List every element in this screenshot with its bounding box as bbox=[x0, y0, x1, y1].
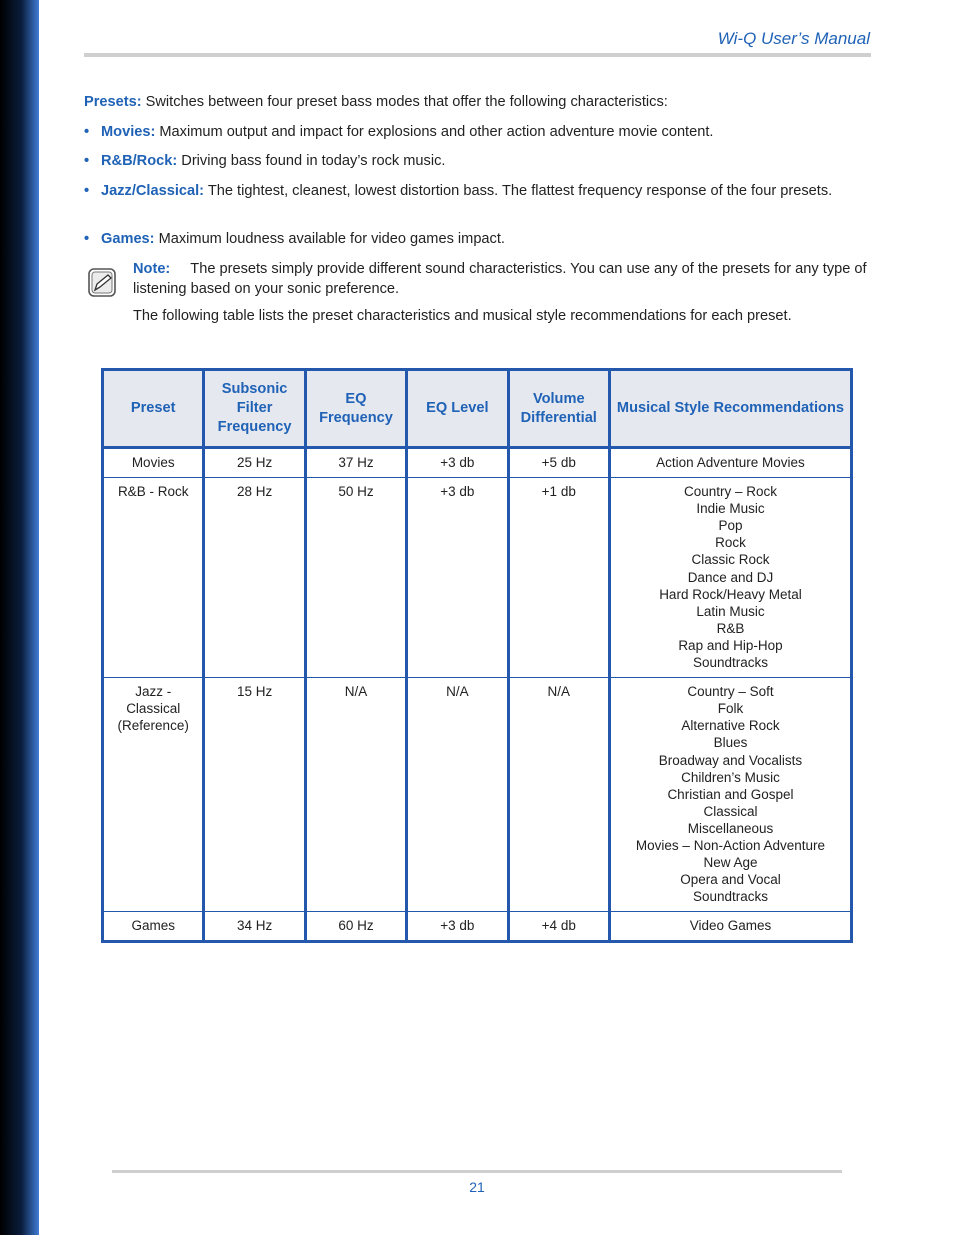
header-rule bbox=[84, 53, 871, 57]
cell-volume: N/A bbox=[508, 678, 609, 912]
table-row bbox=[103, 678, 852, 912]
style-item: Miscellaneous bbox=[687, 820, 774, 836]
cell-eq-frequency: 37 Hz bbox=[305, 448, 406, 478]
bullet-text: Maximum output and impact for explosions and other action adventure movie content. bbox=[155, 124, 714, 140]
note-followup: The following table lists the preset characteristics and musical style recommendations for each preset. bbox=[133, 308, 792, 324]
header-preset: Preset bbox=[103, 370, 204, 448]
style-item: Rap and Hip-Hop bbox=[678, 637, 783, 653]
cell-volume: +4 db bbox=[508, 912, 609, 942]
presets-intro-lead: Presets: bbox=[84, 94, 142, 110]
style-item: Children’s Music bbox=[681, 769, 780, 785]
cell-eq-frequency: N/A bbox=[305, 678, 406, 912]
style-item: Video Games bbox=[689, 918, 772, 934]
cell-subsonic: 28 Hz bbox=[204, 478, 305, 678]
cell-eq-level: +3 db bbox=[407, 448, 508, 478]
cell-eq-level: +3 db bbox=[407, 912, 508, 942]
cell-eq-level: N/A bbox=[407, 678, 508, 912]
cell-subsonic: 25 Hz bbox=[204, 448, 305, 478]
cell-musical-styles bbox=[609, 678, 851, 912]
style-item: Indie Music bbox=[696, 501, 765, 517]
style-item: New Age bbox=[703, 855, 758, 871]
cell-musical-styles bbox=[609, 478, 851, 678]
bullet-lead: R&B/Rock: bbox=[101, 153, 178, 169]
style-item: Dance and DJ bbox=[687, 569, 774, 585]
side-gradient-bar bbox=[0, 0, 39, 1235]
cell-volume: +1 db bbox=[508, 478, 609, 678]
cell-preset: Movies bbox=[103, 448, 204, 478]
style-item: Hard Rock/Heavy Metal bbox=[659, 586, 802, 602]
bullet-text: Maximum loudness available for video games impact. bbox=[154, 231, 505, 247]
style-item: Latin Music bbox=[696, 603, 765, 619]
bullet-lead: Movies: bbox=[101, 124, 156, 140]
table-header-row bbox=[103, 370, 852, 448]
bullet-text: Driving bass found in today’s rock music. bbox=[177, 153, 446, 169]
cell-eq-frequency: 50 Hz bbox=[305, 478, 406, 678]
bullet-lead: Jazz/Classical: bbox=[101, 183, 205, 199]
style-item: Soundtracks bbox=[692, 889, 768, 905]
cell-musical-styles bbox=[609, 448, 851, 478]
cell-eq-level: +3 db bbox=[407, 478, 508, 678]
style-item: Country – Rock bbox=[683, 484, 777, 500]
bullet-dot: • bbox=[84, 153, 90, 169]
manual-title: Wi-Q User’s Manual bbox=[717, 29, 870, 48]
note-paragraph bbox=[133, 260, 868, 299]
bullet-dot: • bbox=[84, 124, 90, 140]
cell-preset: Jazz - Classical (Reference) bbox=[103, 678, 204, 912]
style-item: Movies – Non-Action Adventure bbox=[635, 837, 826, 853]
style-item: Christian and Gospel bbox=[667, 786, 794, 802]
note-label: Note: bbox=[133, 261, 171, 277]
style-item: Alternative Rock bbox=[681, 718, 780, 734]
presets-intro-text: Switches between four preset bass modes that offer the following characteristics: bbox=[141, 94, 668, 110]
table-row bbox=[103, 912, 852, 942]
cell-volume: +5 db bbox=[508, 448, 609, 478]
page-number: 21 bbox=[469, 1179, 485, 1195]
header-eq-level: EQ Level bbox=[407, 370, 508, 448]
style-item: Rock bbox=[715, 535, 746, 551]
style-item: Folk bbox=[717, 701, 744, 717]
header-subsonic-filter-frequency: Subsonic Filter Frequency bbox=[204, 370, 305, 448]
style-item: Classic Rock bbox=[691, 552, 770, 568]
presets-table bbox=[101, 368, 853, 943]
style-item: Soundtracks bbox=[692, 655, 768, 671]
style-item: Pop bbox=[718, 518, 743, 534]
cell-subsonic: 34 Hz bbox=[204, 912, 305, 942]
presets-intro bbox=[84, 93, 864, 113]
header-volume-differential: Volume Differential bbox=[508, 370, 609, 448]
style-item: Classical bbox=[703, 803, 758, 819]
style-item: Broadway and Vocalists bbox=[658, 752, 803, 768]
style-item: Action Adventure Movies bbox=[656, 455, 805, 470]
cell-musical-styles bbox=[609, 912, 851, 942]
table-row bbox=[103, 448, 852, 478]
cell-subsonic: 15 Hz bbox=[204, 678, 305, 912]
bullet-dot: • bbox=[84, 183, 90, 199]
bullet-text: The tightest, cleanest, lowest distortion bass. The flattest frequency response of the four presets. bbox=[204, 183, 833, 199]
header-musical-style: Musical Style Recommendations bbox=[609, 370, 851, 448]
bullet-lead: Games: bbox=[101, 231, 155, 247]
note-pencil-icon bbox=[86, 266, 118, 300]
bullet-dot: • bbox=[84, 231, 90, 247]
style-item: R&B bbox=[716, 620, 745, 636]
style-item: Blues bbox=[713, 735, 748, 751]
cell-preset: Games bbox=[103, 912, 204, 942]
cell-preset: R&B - Rock bbox=[103, 478, 204, 678]
header-eq-frequency: EQ Frequency bbox=[305, 370, 406, 448]
style-item: Opera and Vocal bbox=[680, 872, 781, 888]
note-text: The presets simply provide different sound characteristics. You can use any of the presets for any type of listening based on your sonic preference. bbox=[133, 261, 867, 297]
table-row bbox=[103, 478, 852, 678]
cell-eq-frequency: 60 Hz bbox=[305, 912, 406, 942]
footer-rule bbox=[112, 1170, 842, 1173]
style-item: Country – Soft bbox=[687, 684, 774, 700]
